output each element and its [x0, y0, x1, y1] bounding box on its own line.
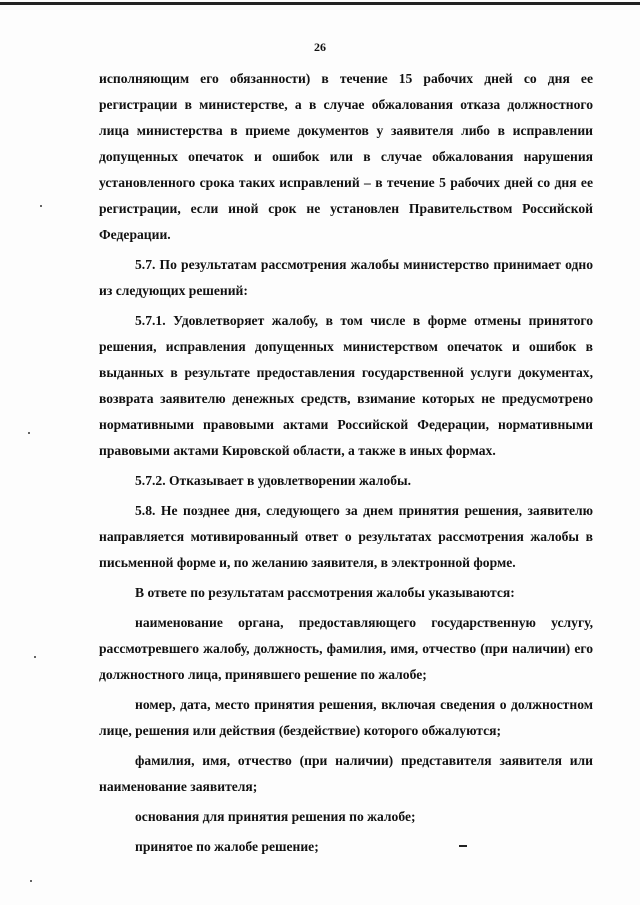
scan-speck: [40, 205, 42, 207]
list-item-grounds: основания для принятия решения по жалобе;: [135, 809, 416, 824]
list-item-organ-name: наименование органа, предоставляющего государственную услугу, рассмотревшего жалобу, должность, фамилия, имя, отчество (при наличии) его должностного лица, принявшего решение по жалобе;: [99, 615, 593, 682]
document-body: [99, 66, 593, 864]
scan-speck: [28, 432, 30, 434]
page-number: 26: [314, 40, 326, 54]
list-item-applicant-name: фамилия, имя, отчество (при наличии) представителя заявителя или наименование заявителя;: [99, 753, 593, 794]
paragraph-answer-contents: В ответе по результатам рассмотрения жалобы указываются:: [135, 585, 515, 600]
paragraph-5-7-1: 5.7.1. Удовлетворяет жалобу, в том числе в форме отмены принятого решения, исправления допущенных министерством опечаток и ошибок в выданных в результате предоставления государственной услуги документах, возврата заявителю денежных средств, взимание которых не предусмотрено нормативными правовыми актами Российской Федерации, нормативными правовыми актами Кировской области, а также в иных формах.: [99, 313, 593, 458]
list-item-decision-details: номер, дата, место принятия решения, включая сведения о должностном лице, решения или действия (бездействие) которого обжалуются;: [99, 697, 593, 738]
paragraph-deadline-continuation: исполняющим его обязанности) в течение 15 рабочих дней со дня ее регистрации в министерстве, а в случае обжалования отказа должностного лица министерства в приеме документов у заявителя либо в исправлении допущенных опечаток и ошибок или в случае обжалования нарушения установленного срока таких исправлений – в течение 5 рабочих дней со дня ее регистрации, если иной срок не установлен Правительством Российской Федерации.: [99, 71, 593, 242]
scan-mark: [459, 845, 467, 847]
paragraph-5-7: 5.7. По результатам рассмотрения жалобы министерство принимает одно из следующих решений:: [99, 257, 593, 298]
list-item-decision: принятое по жалобе решение;: [135, 839, 319, 854]
scan-speck: [30, 880, 32, 882]
top-edge-rule: [0, 2, 640, 5]
paragraph-5-7-2: 5.7.2. Отказывает в удовлетворении жалобы.: [135, 473, 412, 488]
paragraph-5-8: 5.8. Не позднее дня, следующего за днем принятия решения, заявителю направляется мотивированный ответ о результатах рассмотрения жалобы в письменной форме и, по желанию заявителя, в электронной форме.: [99, 503, 593, 570]
scan-speck: [34, 656, 36, 658]
